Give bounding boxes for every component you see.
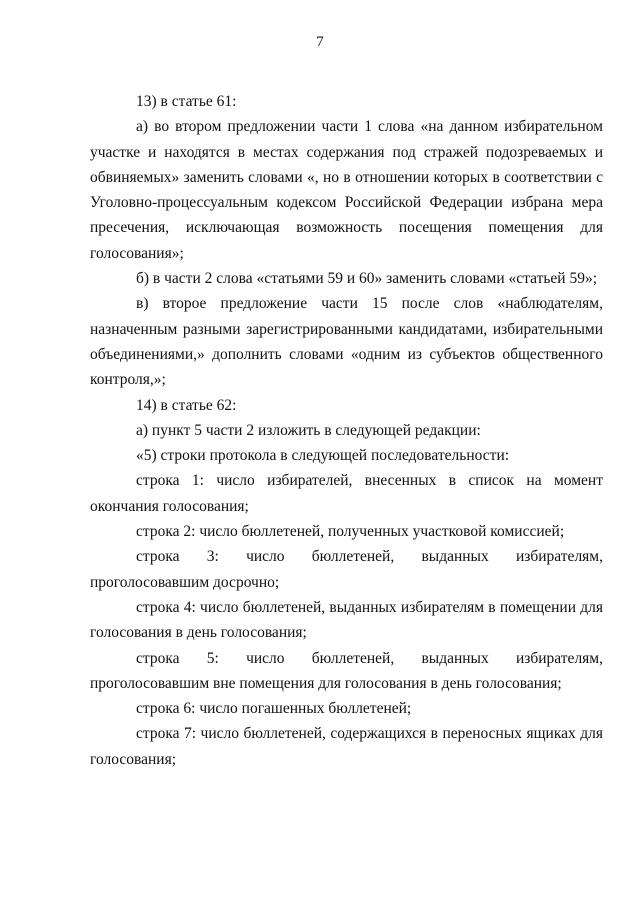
protocol-line-3: строка 3: число бюллетеней, выданных избирателям, проголосовавшим досрочно; bbox=[90, 548, 603, 591]
protocol-line-6: строка 6: число погашенных бюллетеней; bbox=[136, 700, 412, 718]
item-14-heading: 14) в статье 62: bbox=[136, 396, 237, 414]
protocol-line-7: строка 7: число бюллетеней, содержащихся в переносных ящиках для голосования; bbox=[90, 725, 603, 768]
item-13-subitem-c: в) второе предложение части 15 после слов «наблюдателям, назначенным разными зарегистрированными кандидатами, избирательными объединениями,» дополнить словами «одним из субъектов общественного контроля,»; bbox=[90, 295, 603, 389]
protocol-lines-intro: «5) строки протокола в следующей последовательности: bbox=[136, 447, 510, 465]
protocol-line-4: строка 4: число бюллетеней, выданных избирателям в помещении для голосования в день голосования; bbox=[90, 598, 603, 642]
document-body bbox=[90, 89, 603, 772]
item-13-heading: 13) в статье 61: bbox=[136, 93, 237, 110]
item-13-subitem-a: а) во втором предложении части 1 слова «на данном избирательном участке и находятся в местах содержания под стражей подозреваемых и обвиняемых» заменить словами «, но в отношении которых в соответствии с Уголовно-процессуальным кодексом Российской Федерации избрана мера пресечения, исключающая возможность посещения помещения для голосования»; bbox=[90, 118, 603, 262]
item-14-subitem-a: а) пункт 5 части 2 изложить в следующей редакции: bbox=[136, 421, 481, 439]
protocol-line-1: строка 1: число избирателей, внесенных в список на момент окончания голосования; bbox=[90, 472, 603, 515]
protocol-line-5: строка 5: число бюллетеней, выданных избирателям, проголосовавшим вне помещения для голосования в день голосования; bbox=[90, 649, 603, 692]
item-13-subitem-b: б) в части 2 слова «статьями 59 и 60» заменить словами «статьей 59»; bbox=[136, 270, 598, 288]
protocol-line-2: строка 2: число бюллетеней, полученных участковой комиссией; bbox=[136, 523, 565, 541]
page-number: 7 bbox=[316, 34, 324, 50]
